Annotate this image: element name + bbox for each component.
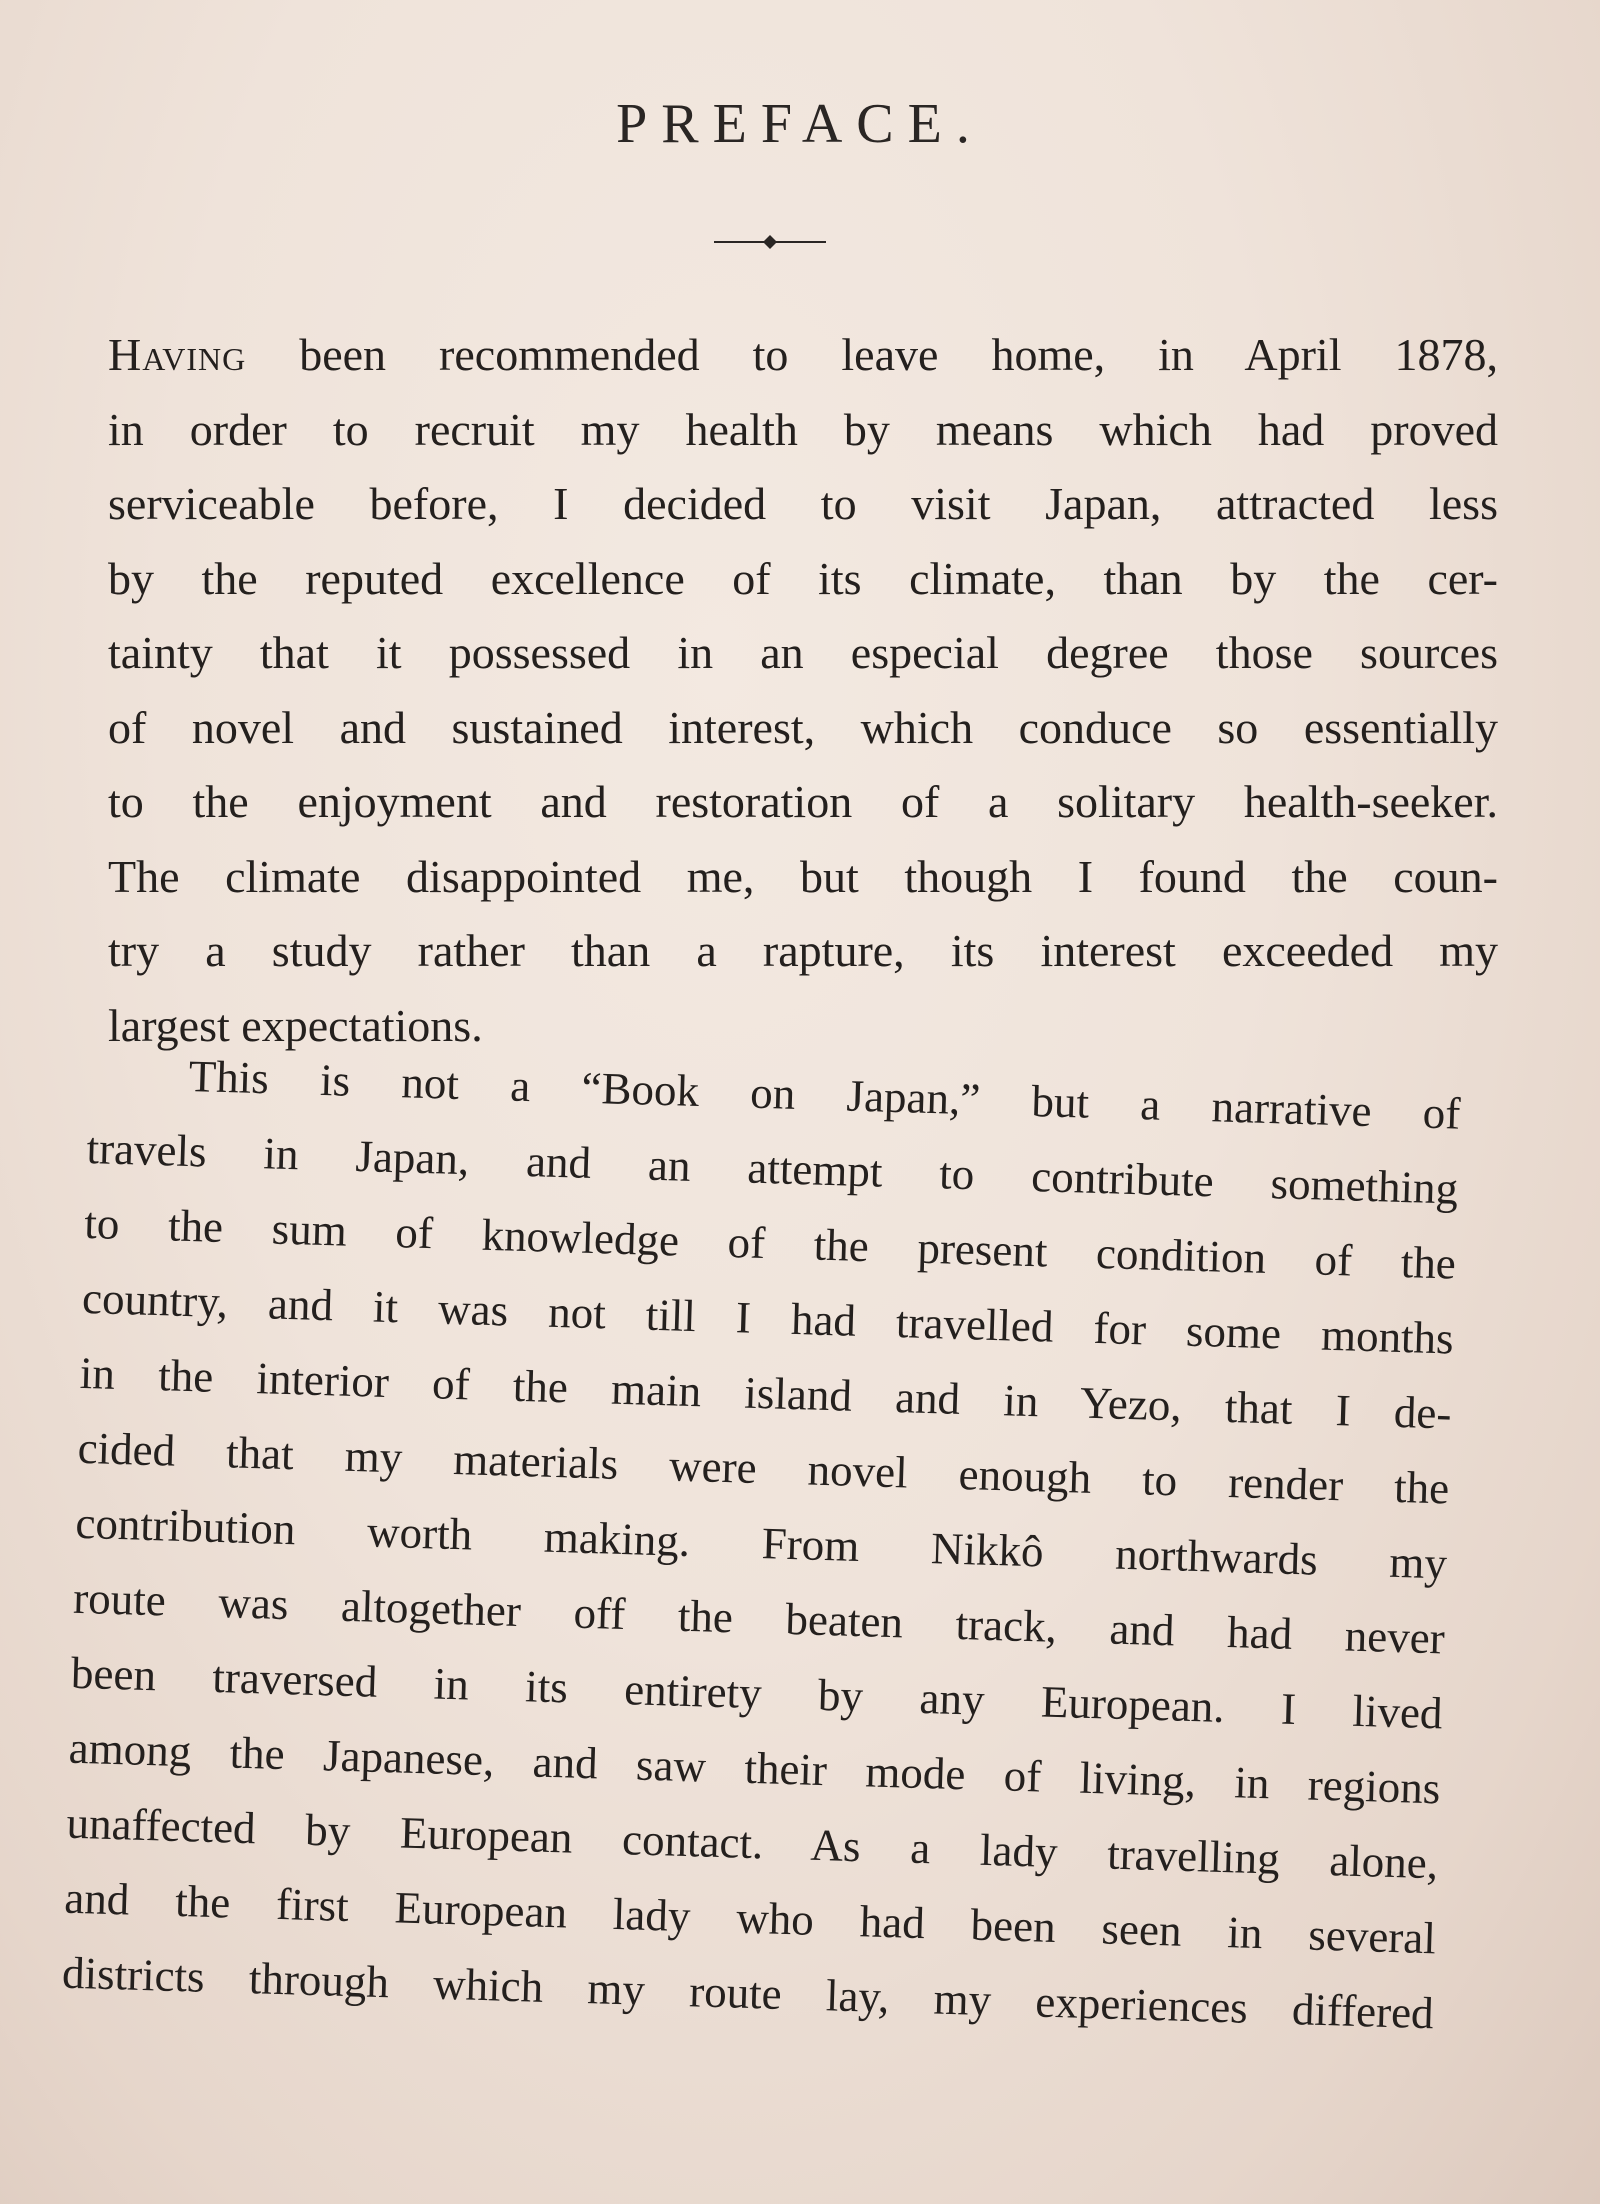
text-line-rest: been recommended to leave home, in April 1878, [299,329,1499,380]
text-line: tainty that it possessed in an especial degree those sources [108,627,1498,678]
text-line: This is not a “Book on Japan,” but a narrative of [188,1050,1462,1139]
text-line: in the interior of the main island and in Yezo, that I de- [79,1347,1453,1439]
text-line: country, and it was not till I had travelled for some months [81,1272,1455,1364]
text-line: of novel and sustained interest, which conduce so essentially [108,701,1498,753]
text-line: by the reputed excellence of its climate, than by the cer- [108,552,1498,604]
paragraph-1 [108,318,1498,1063]
text-line: The climate disappointed me, but though I found the coun- [108,850,1498,902]
text-line: in order to recruit my health by means which had proved [108,403,1498,455]
preface-heading: PREFACE. [616,93,984,155]
text-line: try a study rather than a rapture, its interest exceeded my [108,925,1498,976]
text-line: among the Japanese, and saw their mode of living, in regions [68,1722,1442,1814]
text-line: been traversed in its entirety by any European. I lived [70,1647,1444,1739]
text-line: to the sum of knowledge of the present condition of the [83,1197,1457,1289]
text-line: unaffected by European contact. As a lady travelling alone, [65,1797,1439,1889]
text-line: and the first European lady who had been seen in several [63,1872,1437,1964]
text-line [108,318,1498,393]
text-line: districts through which my route lay, my experiences differed [61,1947,1435,2039]
ornament-divider [712,232,828,252]
text-line: serviceable before, I decided to visit Japan, attracted less [108,478,1498,529]
text-line: contribution worth making. From Nikkô northwards my [74,1497,1448,1589]
paragraph-2 [61,1036,1461,2051]
lead-word: Having [108,329,247,380]
text-line: cided that my materials were novel enough to render the [77,1422,1450,1514]
text-line: to the enjoyment and restoration of a solitary health-seeker. [108,776,1498,827]
text-line: largest expectations. [108,999,483,1051]
text-line: route was altogether off the beaten track, and had never [72,1572,1446,1664]
text-line: travels in Japan, and an attempt to contribute something [85,1122,1459,1214]
